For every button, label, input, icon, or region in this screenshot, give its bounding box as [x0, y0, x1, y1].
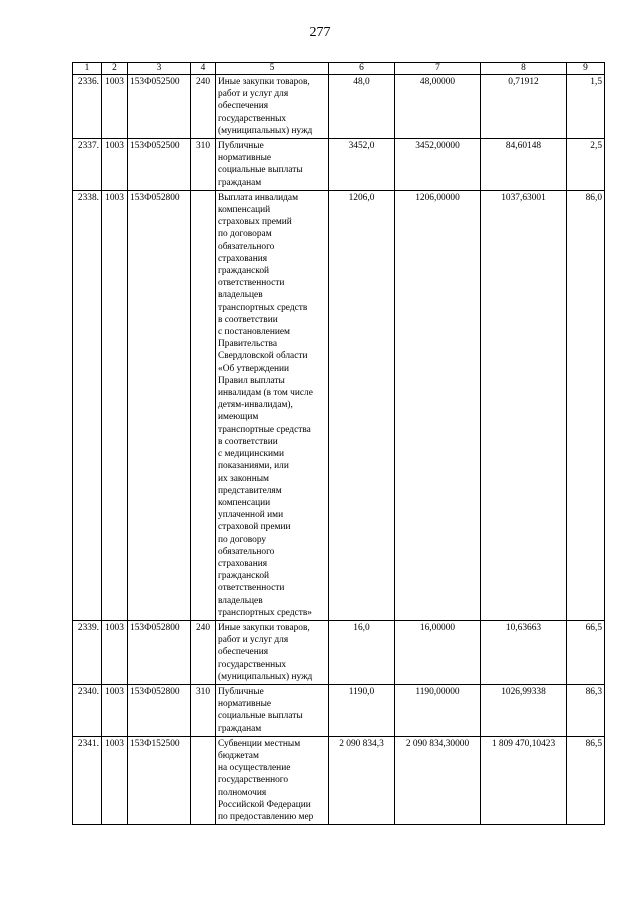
execution-percent: 66,5 [567, 620, 605, 684]
target-article-code: 153Ф052800 [128, 190, 191, 620]
executed-amount: 84,60148 [481, 139, 567, 191]
expense-kind-code: 240 [191, 75, 216, 139]
table-row [73, 684, 605, 736]
column-header: 8 [481, 63, 567, 75]
execution-percent: 86,5 [567, 736, 605, 824]
executed-amount: 1 809 470,10423 [481, 736, 567, 824]
execution-percent: 86,3 [567, 684, 605, 736]
section-code: 1003 [102, 620, 128, 684]
target-article-code: 153Ф052800 [128, 684, 191, 736]
plan-amount: 48,0 [329, 75, 395, 139]
executed-amount: 1037,63001 [481, 190, 567, 620]
item-name: Иные закупки товаров, работ и услуг для обеспечения государственных (муниципальных) нужд [216, 620, 329, 684]
item-name: Выплата инвалидам компенсаций страховых премий по договорам обязательного страхования гражданской ответственности владельцев транспортных средств в соответствии с постановлением Правительства Свердловской области «Об утверждении Правил выплаты инвалидам (в том числе детям-инвалидам), имеющим транспортные средства в соответствии с медицинскими показаниями, или их законным представителям компенсации уплаченной ими страховой премии по договору обязательного страхования гражданской ответственности владельцев транспортных средств» [216, 190, 329, 620]
section-code: 1003 [102, 139, 128, 191]
refined-amount: 3452,00000 [395, 139, 481, 191]
target-article-code: 153Ф052500 [128, 75, 191, 139]
section-code: 1003 [102, 684, 128, 736]
executed-amount: 0,71912 [481, 75, 567, 139]
section-code: 1003 [102, 736, 128, 824]
expense-kind-code [191, 190, 216, 620]
refined-amount: 48,00000 [395, 75, 481, 139]
section-code: 1003 [102, 190, 128, 620]
target-article-code: 153Ф052800 [128, 620, 191, 684]
item-name: Публичные нормативные социальные выплаты гражданам [216, 139, 329, 191]
expense-kind-code: 310 [191, 139, 216, 191]
row-number: 2337. [73, 139, 102, 191]
executed-amount: 1026,99338 [481, 684, 567, 736]
table-row [73, 75, 605, 139]
item-name: Иные закупки товаров, работ и услуг для обеспечения государственных (муниципальных) нужд [216, 75, 329, 139]
table-row [73, 139, 605, 191]
execution-percent: 1,5 [567, 75, 605, 139]
row-number: 2339. [73, 620, 102, 684]
column-header: 9 [567, 63, 605, 75]
plan-amount: 1206,0 [329, 190, 395, 620]
column-header: 2 [102, 63, 128, 75]
plan-amount: 16,0 [329, 620, 395, 684]
table-row [73, 736, 605, 824]
column-header: 7 [395, 63, 481, 75]
expense-kind-code: 240 [191, 620, 216, 684]
header-row [73, 63, 605, 75]
item-name: Субвенции местным бюджетам на осуществление государственного полномочия Российской Федерации по предоставлению мер [216, 736, 329, 824]
column-header: 5 [216, 63, 329, 75]
table-row [73, 620, 605, 684]
page-number: 277 [309, 25, 331, 40]
section-code: 1003 [102, 75, 128, 139]
row-number: 2341. [73, 736, 102, 824]
executed-amount: 10,63663 [481, 620, 567, 684]
budget-table [72, 62, 605, 825]
target-article-code: 153Ф152500 [128, 736, 191, 824]
column-header: 3 [128, 63, 191, 75]
column-header: 4 [191, 63, 216, 75]
expense-kind-code [191, 736, 216, 824]
table-row [73, 190, 605, 620]
refined-amount: 1206,00000 [395, 190, 481, 620]
expense-kind-code: 310 [191, 684, 216, 736]
row-number: 2336. [73, 75, 102, 139]
column-header: 1 [73, 63, 102, 75]
execution-percent: 86,0 [567, 190, 605, 620]
target-article-code: 153Ф052500 [128, 139, 191, 191]
refined-amount: 2 090 834,30000 [395, 736, 481, 824]
plan-amount: 1190,0 [329, 684, 395, 736]
column-header: 6 [329, 63, 395, 75]
refined-amount: 16,00000 [395, 620, 481, 684]
refined-amount: 1190,00000 [395, 684, 481, 736]
row-number: 2340. [73, 684, 102, 736]
row-number: 2338. [73, 190, 102, 620]
execution-percent: 2,5 [567, 139, 605, 191]
plan-amount: 3452,0 [329, 139, 395, 191]
item-name: Публичные нормативные социальные выплаты гражданам [216, 684, 329, 736]
plan-amount: 2 090 834,3 [329, 736, 395, 824]
